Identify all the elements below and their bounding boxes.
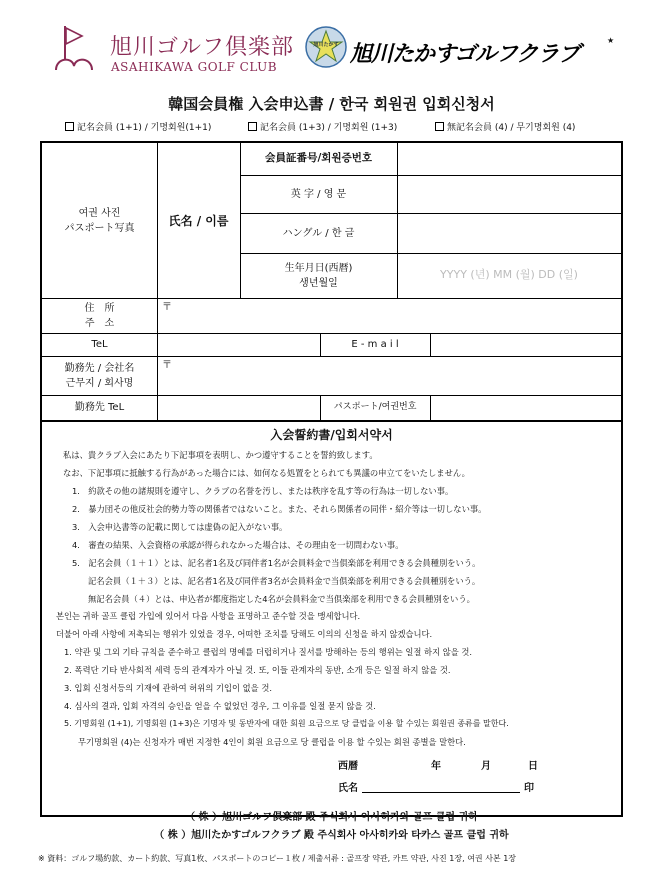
workplace-label-jp: 勤務先 / 会社名: [64, 362, 135, 374]
kr-item-2: 2. 폭력단 기타 반사회적 세력 등의 관계자가 아닐 것. 또, 이들 관계자의 동반, 소개 등은 일절 하지 않을 것.: [64, 665, 451, 675]
option-1-3[interactable]: [248, 120, 397, 133]
jp-item-1: 1. 約款その他の諸規則を遵守し、クラブの名誉を汚し、または秩序を乱す等の行為は一切しない事。: [72, 486, 454, 496]
signature-name-label: 氏名: [338, 783, 358, 794]
option-1-1[interactable]: [65, 120, 211, 133]
english-name-field[interactable]: [397, 175, 621, 213]
date-day: 日: [528, 761, 538, 772]
jp-item-4: 4. 審査の結果、入会資格の承認が得られなかった場合は、その理由を一切問わない事。: [72, 540, 404, 550]
work-tel-label: 勤務先 TeL: [74, 402, 125, 413]
tel-label: TeL: [91, 339, 108, 350]
passport-label: パスポート/여권번호: [333, 401, 417, 412]
jp-item-5c: 無記名会員（４）とは、申込者が都度指定した4名が会員料金で当倶楽部を利用できる会員種別をいう。: [88, 594, 475, 604]
dob-field[interactable]: YYYY (년) MM (월) DD (일): [440, 268, 578, 282]
membership-options-3: [435, 120, 575, 134]
addressee-1: （ 株 ）旭川ゴルフ倶楽部 殿 주식회사 아사히카와 골프 클럽 귀하: [185, 812, 478, 823]
required-documents-note: ※ 資料：ゴルフ場約款、カート約款、写真1枚、パスポートのコピー１枚 / 제출서류 : 골프장 약관, 카트 약관, 사진 1장, 여권 사본 1장: [38, 854, 517, 863]
hangul-name-label: ハングル / 한 글: [282, 227, 355, 239]
jp-item-5: 5. 記名会員（１＋１）とは、記名者1名及び同伴者1名が会員料金で当倶楽部を利用できる会員種別をいう。: [72, 558, 481, 568]
workplace-field[interactable]: [157, 356, 621, 395]
form-title: 韓国会員権 入会申込書 / 한국 회원권 입회신청서: [168, 95, 495, 113]
kr-intro-1: 본인는 귀하 골프 클럽 가입에 있어서 다음 사항을 표명하고 준수할 것을 맹세합니다.: [56, 611, 361, 621]
checkbox-1-1[interactable]: [65, 122, 74, 131]
jp-intro-2: なお、下記事項に抵触する行為があった場合には、如何なる処置をとられても異議の申立てをいたしません。: [63, 468, 470, 478]
jp-intro-1: 私は、貴クラブ入会にあたり下記事項を表明し、かつ遵守することを誓約致します。: [63, 450, 378, 460]
option-label: 無記名会員 (4) / 무기명회원 (4): [447, 123, 576, 133]
membership-options: [65, 120, 211, 134]
english-name-label: 英 字 / 영 문: [290, 188, 347, 200]
checkbox-4[interactable]: [435, 122, 444, 131]
kr-item-5b: 무기명회원 (4)는 신청자가 매번 지정한 4인이 회원 요금으로 당 클럽을 이용 할 수있는 회원 종별을 말한다.: [78, 737, 466, 747]
date-era: 西暦: [338, 761, 358, 772]
dob-label-jp: 生年月日(西暦): [284, 262, 353, 274]
option-label: 記名会員 (1+3) / 기명회원 (1+3): [260, 123, 398, 133]
member-no-field[interactable]: [397, 143, 621, 175]
work-tel-field[interactable]: [157, 395, 320, 420]
jp-item-5b: 記名会員（１＋３）とは、記名者1名及び同伴者3名が会員料金で当倶楽部を利用できる会員種別をいう。: [88, 576, 481, 586]
badge-text: 旭川たかす: [313, 42, 339, 48]
address-label-kr: 주 소: [84, 317, 115, 329]
kr-intro-2: 더불어 아래 사항에 저촉되는 행위가 있었을 경우, 어떠한 조치를 당해도 이의의 신청을 하지 않겠습니다.: [56, 629, 433, 639]
passport-field[interactable]: [430, 395, 621, 420]
addressee-2: （ 株 ）旭川たかすゴルフクラブ 殿 주식회사 아사히카와 타카스 골프 클럽 귀하: [154, 830, 509, 841]
address-label: [42, 298, 157, 333]
club-b-name: 旭川たかすゴルフクラブ: [350, 42, 580, 67]
postal-mark-2: 〒: [162, 360, 172, 371]
member-no-label: 会員証番号/회원증번호: [264, 152, 373, 165]
checkbox-1-3[interactable]: [248, 122, 257, 131]
club-a-name: 旭川ゴルフ倶楽部: [110, 35, 295, 60]
flag-emblem-icon: [52, 22, 96, 74]
photo-label-jp: パスポート写真: [64, 222, 135, 234]
dob-label: [240, 253, 397, 298]
asahikawa-golf-club-logo: [52, 22, 96, 74]
small-star-icon: ★: [607, 36, 615, 45]
postal-mark: 〒: [162, 302, 172, 313]
pledge-title: 入会誓約書/입회서약서: [270, 428, 393, 442]
asahikawa-takasu-badge: [305, 26, 347, 68]
kr-item-1: 1. 약관 및 그외 기타 규칙을 준수하고 클럽의 명예를 더럽히거나 질서를 방해하는 등의 행위는 일절 하지 않을 것.: [64, 647, 473, 657]
passport-photo-area[interactable]: [42, 143, 157, 298]
dob-label-kr: 생년월일: [299, 277, 338, 289]
email-label: E - m a i l: [351, 339, 399, 350]
membership-options-2: [248, 120, 397, 134]
address-field[interactable]: [157, 298, 621, 333]
workplace-label: [42, 356, 157, 395]
hangul-name-field[interactable]: [397, 213, 621, 253]
photo-label-kr: 여권 사진: [78, 207, 121, 219]
seal-mark: 印: [524, 783, 534, 794]
kr-item-5: 5. 기명회원 (1+1), 기명회원 (1+3)은 기명자 및 동반자에 대한 회원 요금으로 당 클럽을 이용 할 수있는 회원권 종류를 말한다.: [64, 719, 509, 728]
kr-item-4: 4. 심사의 결과, 입회 자격의 승인을 얻을 수 없었던 경우, 그 이유를 일절 묻지 않을 것.: [64, 701, 376, 711]
option-4[interactable]: [435, 120, 575, 133]
jp-item-3: 3. 入会申込書等の記載に関しては虚偽の記入がない事。: [72, 522, 288, 532]
jp-item-2: 2. 暴力団その他反社会的勢力等の関係者ではないこと。また、それら関係者の同伴・紹介等は一切しない事。: [72, 504, 487, 514]
workplace-label-kr: 근무지 / 회사명: [65, 377, 134, 389]
address-label-jp: 住 所: [84, 302, 115, 314]
signature-line[interactable]: [362, 792, 520, 793]
application-form: [40, 141, 623, 817]
name-label: 氏名 / 이름: [168, 213, 229, 228]
date-month: 月: [481, 761, 491, 772]
tel-field[interactable]: [157, 333, 320, 356]
email-field[interactable]: [430, 333, 621, 356]
option-label: 記名会員 (1+1) / 기명회원(1+1): [77, 123, 212, 133]
club-a-subtitle: ASAHIKAWA GOLF CLUB: [111, 60, 278, 74]
kr-item-3: 3. 입회 신청서등의 기재에 관하여 허위의 기입이 없을 것.: [64, 683, 272, 693]
date-year: 年: [431, 761, 441, 772]
